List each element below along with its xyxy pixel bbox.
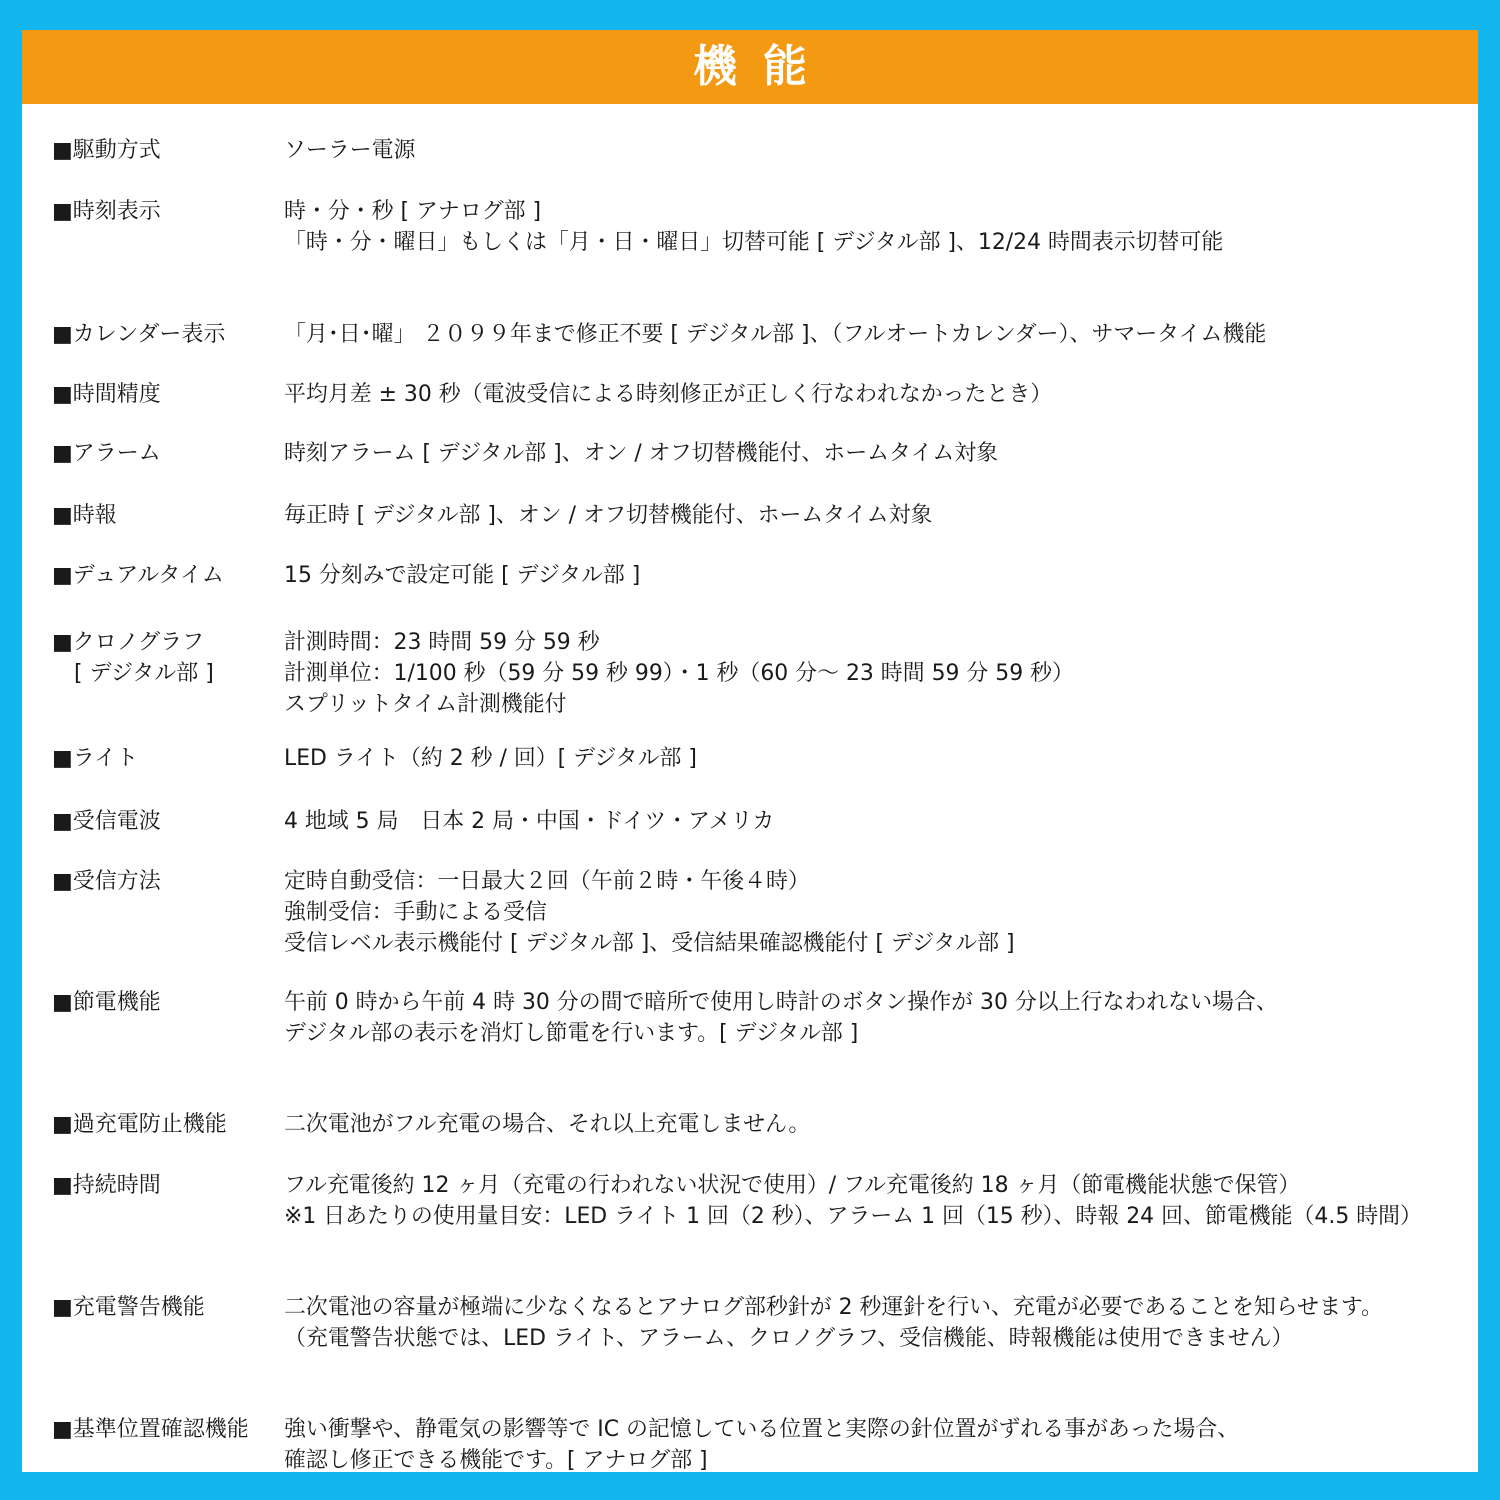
spec-value-line: デジタル部の表示を消灯し節電を行います。[ デジタル部 ]: [284, 1021, 859, 1046]
spec-value-line: 時刻アラーム [ デジタル部 ]、オン / オフ切替機能付、ホームタイム対象: [284, 441, 999, 466]
spec-label: ■カレンダー表示: [52, 322, 226, 347]
spec-value: [284, 319, 1474, 350]
spec-value-line: 「月･日･曜」 ２０９９年まで修正不要 [ デジタル部 ]、（フルオートカレンダー）、サマータイム機能: [284, 322, 1267, 347]
spec-value-line: 強い衝撃や、静電気の影響等で IC の記憶している位置と実際の針位置がずれる事があった場合、: [284, 1417, 1240, 1442]
spec-value-line: （充電警告状態では、LED ライト、アラーム、クロノグラフ、受信機能、時報機能は使用できません）: [284, 1326, 1294, 1351]
spec-label: ■節電機能: [52, 990, 161, 1015]
spec-value-line: 15 分刻みで設定可能 [ デジタル部 ]: [284, 563, 641, 588]
spec-value: [284, 1109, 1474, 1140]
spec-value: [284, 1414, 1474, 1476]
spec-label: ■駆動方式: [52, 138, 161, 163]
spec-value-line: ソーラー電源: [284, 138, 416, 163]
spec-value-line: LED ライト（約 2 秒 / 回）[ デジタル部 ]: [284, 746, 697, 771]
spec-value: [284, 866, 1474, 959]
spec-value: [284, 135, 1474, 166]
spec-value: [284, 560, 1474, 591]
spec-label: ■基準位置確認機能: [52, 1417, 249, 1442]
spec-value: [284, 743, 1474, 774]
spec-value-line: 平均月差 ± 30 秒（電波受信による時刻修正が正しく行なわれなかったとき）: [284, 382, 1053, 407]
spec-label: ■時報: [52, 503, 117, 528]
spec-value: [284, 500, 1474, 531]
spec-value: [284, 1170, 1474, 1232]
spec-value-line: 強制受信：手動による受信: [284, 900, 547, 925]
spec-value-line: スプリットタイム計測機能付: [284, 692, 567, 717]
spec-label: ■時間精度: [52, 382, 161, 407]
spec-value-line: 二次電池がフル充電の場合、それ以上充電しません。: [284, 1112, 811, 1137]
spec-label: ■ライト: [52, 746, 139, 771]
spec-value: [284, 627, 1474, 720]
spec-label: [52, 627, 282, 689]
spec-value: [284, 438, 1474, 469]
spec-value-line: ※1 日あたりの使用量目安：LED ライト 1 回（2 秒）、アラーム 1 回（15 秒）、時報 24 回、節電機能（4.5 時間）: [284, 1204, 1422, 1229]
spec-value-line: 定時自動受信：一日最大２回（午前２時・午後４時）: [284, 869, 810, 894]
spec-label-sub: [ デジタル部 ]: [74, 661, 214, 686]
spec-label: ■アラーム: [52, 441, 161, 466]
spec-card: [22, 30, 1478, 1472]
spec-value-line: 計測単位：1/100 秒（59 分 59 秒 99）・1 秒（60 分～ 23 時間 59 分 59 秒）: [284, 661, 1074, 686]
spec-label-main: ■クロノグラフ: [52, 630, 205, 655]
spec-value-line: 「時・分・曜日」もしくは「月・日・曜日」切替可能 [ デジタル部 ]、12/24 時間表示切替可能: [284, 230, 1224, 255]
spec-label: ■過充電防止機能: [52, 1112, 227, 1137]
spec-label: ■時刻表示: [52, 199, 161, 224]
spec-value-line: 確認し修正できる機能です。[ アナログ部 ]: [284, 1448, 708, 1473]
spec-value: [284, 1292, 1474, 1354]
page-title: 機能: [693, 41, 833, 92]
spec-label: ■充電警告機能: [52, 1295, 205, 1320]
spec-value-line: 計測時間：23 時間 59 分 59 秒: [284, 630, 600, 655]
header-bar: [22, 30, 1478, 104]
spec-value-line: 時・分・秒 [ アナログ部 ]: [284, 199, 542, 224]
spec-value-line: 受信レベル表示機能付 [ デジタル部 ]、受信結果確認機能付 [ デジタル部 ]: [284, 931, 1015, 956]
spec-label: ■持続時間: [52, 1173, 161, 1198]
spec-value-line: 午前 0 時から午前 4 時 30 分の間で暗所で使用し時計のボタン操作が 30 分以上行なわれない場合、: [284, 990, 1278, 1015]
spec-value: [284, 806, 1474, 837]
spec-value: [284, 196, 1474, 258]
spec-value-line: 二次電池の容量が極端に少なくなるとアナログ部秒針が 2 秒運針を行い、充電が必要であることを知らせます。: [284, 1295, 1383, 1320]
spec-value: [284, 987, 1474, 1049]
spec-value-line: 毎正時 [ デジタル部 ]、オン / オフ切替機能付、ホームタイム対象: [284, 503, 933, 528]
spec-value: [284, 379, 1474, 410]
spec-value-line: 4 地域 5 局 日本 2 局・中国・ドイツ・アメリカ: [284, 809, 775, 834]
spec-label: ■受信電波: [52, 809, 161, 834]
spec-label: ■受信方法: [52, 869, 161, 894]
spec-label: ■デュアルタイム: [52, 563, 224, 588]
spec-value-line: フル充電後約 12 ヶ月（充電の行われない状況で使用）/ フル充電後約 18 ヶ月（節電機能状態で保管）: [284, 1173, 1301, 1198]
